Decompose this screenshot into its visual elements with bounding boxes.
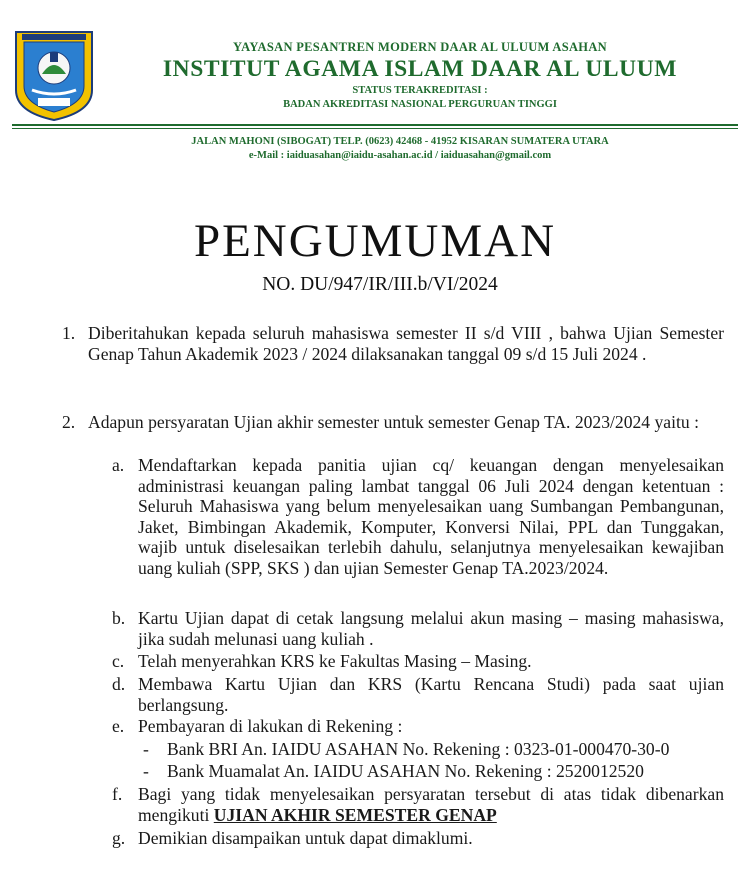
paragraph-text: Adapun persyaratan Ujian akhir semester untuk semester Genap TA. 2023/2024 yaitu :: [88, 412, 699, 432]
paragraph-number: 2.: [62, 412, 76, 432]
item-label: a.: [112, 455, 125, 475]
paragraph-1: [62, 323, 724, 364]
dash-bullet: -: [143, 761, 149, 781]
announcement-title: PENGUMUMAN: [193, 215, 557, 267]
item-label: c.: [112, 651, 125, 671]
email-contacts: e-Mail : iaiduasahan@iaidu-asahan.ac.id / iaiduasahan@gmail.com: [248, 150, 552, 161]
announcement-number: NO. DU/947/IR/III.b/VI/2024: [262, 274, 498, 295]
item-text: Pembayaran di lakukan di Rekening :: [138, 716, 403, 736]
item-text: Membawa Kartu Ujian dan KRS (Kartu Rencana Studi) pada saat ujian berlangsung.: [138, 674, 724, 715]
requirement-g: [112, 828, 724, 849]
item-text: Bagi yang tidak menyelesaikan persyaratan tersebut di atas tidak dibenarkan mengikuti: [138, 784, 724, 825]
bank-account-muamalat: [143, 761, 644, 782]
accreditation-body: BADAN AKREDITASI NASIONAL PERGURUAN TINGGI: [283, 99, 557, 110]
requirement-b: [112, 608, 724, 649]
item-label: f.: [112, 784, 123, 804]
paragraph-text: Diberitahukan kepada seluruh mahasiswa semester II s/d VIII , bahwa Ujian Semester Genap Tahun Akademik 2023 / 2024 dilaksanakan tanggal 09 s/d 15 Juli 2024 .: [88, 323, 724, 364]
accreditation-status: STATUS TERAKREDITASI :: [352, 85, 488, 96]
paragraph-2: [62, 412, 724, 433]
paragraph-number: 1.: [62, 323, 76, 343]
bank-account-bri: [143, 739, 669, 760]
requirement-c: [112, 651, 724, 672]
address: JALAN MAHONI (SIBOGAT) TELP. (0623) 42468 - 41952 KISARAN SUMATERA UTARA: [191, 136, 609, 147]
requirement-f: [112, 784, 724, 825]
letterhead-divider: [12, 124, 738, 126]
dash-bullet: -: [143, 739, 149, 759]
item-text: Mendaftarkan kepada panitia ujian cq/ keuangan dengan menyelesaikan administrasi keuangan paling lambat tanggal 06 Juli 2024 dengan ketentuan : Seluruh Mahasiswa yang belum menyelesaikan uang Sumbangan Pembangunan, Jaket, Bimbingan Akademik, Komputer, Konversi Nilai, PPL dan Tunggakan, wajib untuk diselesaikan terlebih dahulu, selanjutnya menyelesaikan kewajiban uang kuliah (SPP, SKS ) dan ujian Semester Genap TA.2023/2024.: [138, 455, 724, 578]
bank-text: Bank BRI An. IAIDU ASAHAN No. Rekening : 0323-01-000470-30-0: [167, 739, 670, 759]
institution-name: INSTITUT AGAMA ISLAM DAAR AL ULUUM: [162, 56, 678, 82]
item-label: e.: [112, 716, 125, 736]
item-label: d.: [112, 674, 126, 694]
requirement-a: [112, 455, 724, 578]
item-text: Demikian disampaikan untuk dapat dimaklumi.: [138, 828, 473, 848]
bank-text: Bank Muamalat An. IAIDU ASAHAN No. Rekening : 2520012520: [167, 761, 644, 781]
institute-logo: [12, 28, 96, 122]
letterhead-divider-thin: [12, 128, 738, 129]
item-label: g.: [112, 828, 126, 848]
item-text: Kartu Ujian dapat di cetak langsung melalui akun masing – masing mahasiswa, jika sudah melunasi uang kuliah .: [138, 608, 724, 649]
foundation-name: YAYASAN PESANTREN MODERN DAAR AL ULUUM ASAHAN: [233, 40, 607, 54]
item-label: b.: [112, 608, 126, 628]
exam-emphasis: UJIAN AKHIR SEMESTER GENAP: [213, 804, 497, 825]
item-text: Telah menyerahkan KRS ke Fakultas Masing – Masing.: [138, 651, 532, 671]
requirement-d: [112, 674, 724, 715]
requirement-e: [112, 716, 724, 737]
